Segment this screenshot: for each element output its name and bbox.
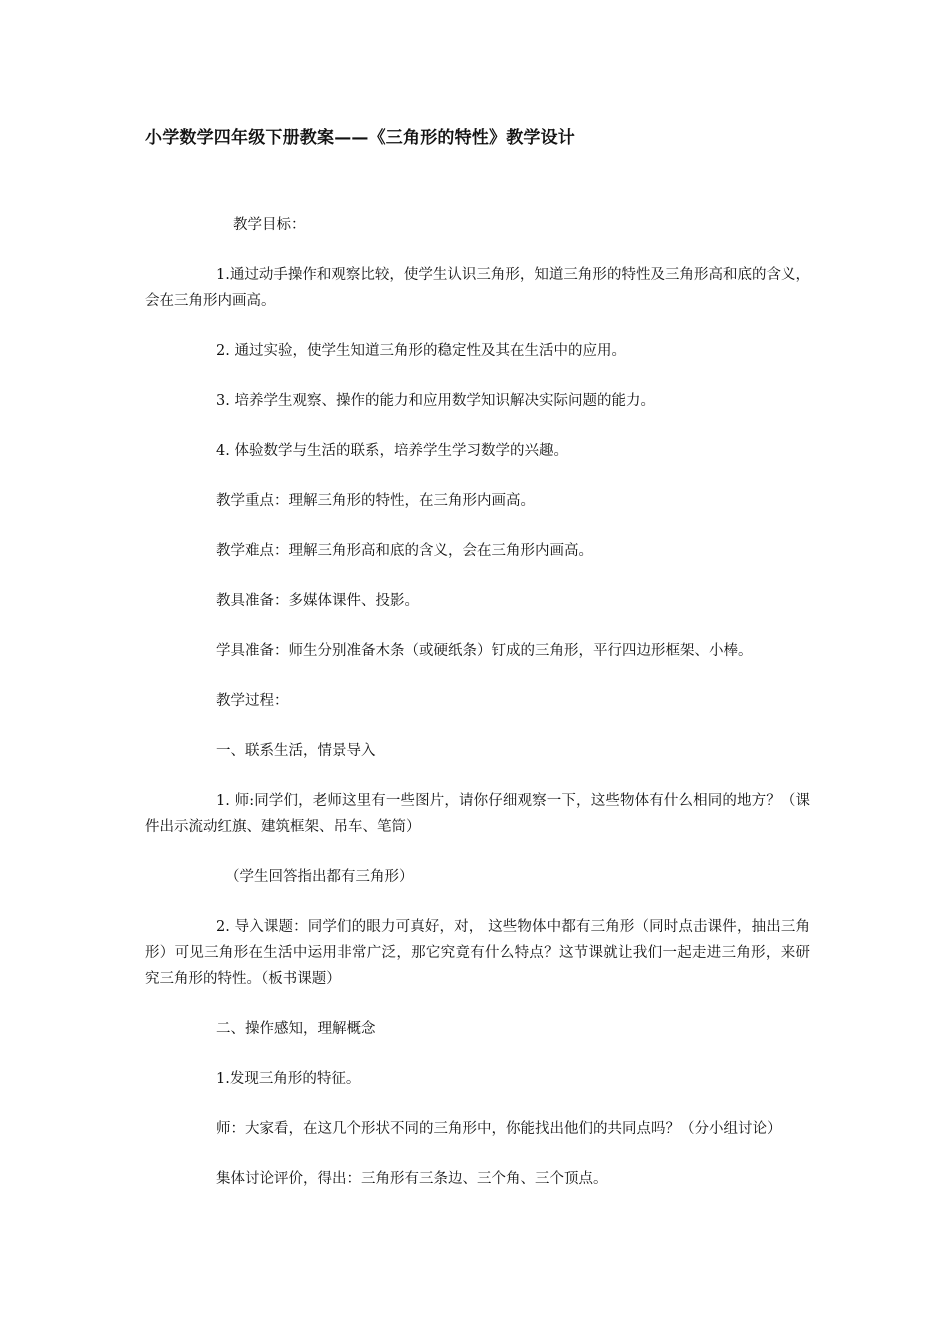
paragraph-discover-features: 1.发现三角形的特征。 <box>216 1071 361 1087</box>
paragraph-step-1: 1. 师:同学们，老师这里有一些图片，请你仔细观察一下，这些物体有什么相同的地方？（课件出示流动红旗、建筑框架、吊车、笔筒） <box>145 793 810 835</box>
paragraph-group-conclusion: 集体讨论评价，得出：三角形有三条边、三个角、三个顶点。 <box>216 1171 608 1187</box>
paragraph-difficulties: 教学难点：理解三角形高和底的含义，会在三角形内画高。 <box>216 543 593 559</box>
document-title: 小学数学四年级下册教案——《三角形的特性》教学设计 <box>145 128 575 148</box>
paragraph-teaching-goals-heading: 教学目标： <box>233 217 306 233</box>
paragraph-goal-4: 4. 体验数学与生活的联系，培养学生学习数学的兴趣。 <box>216 443 568 459</box>
paragraph-step-2: 2. 导入课题：同学们的眼力可真好，对， 这些物体中都有三角形（同时点击课件，抽出三角形）可见三角形在生活中运用非常广泛，那它究竟有什么特点？这节课就让我们一起走进三角形，来研究三角形的特性。（板书课题） <box>145 919 810 987</box>
paragraph-learning-aids: 学具准备：师生分别准备木条（或硬纸条）钉成的三角形，平行四边形框架、小棒。 <box>216 643 753 659</box>
paragraph-key-points: 教学重点：理解三角形的特性，在三角形内画高。 <box>216 493 535 509</box>
paragraph-section-1-heading: 一、联系生活，情景导入 <box>216 743 376 759</box>
paragraph-student-answer: （学生回答指出都有三角形） <box>225 869 414 885</box>
paragraph-teacher-question: 师：大家看，在这几个形状不同的三角形中，你能找出他们的共同点吗？（分小组讨论） <box>216 1121 782 1137</box>
paragraph-goal-2: 2. 通过实验，使学生知道三角形的稳定性及其在生活中的应用。 <box>216 343 626 359</box>
paragraph-section-2-heading: 二、操作感知，理解概念 <box>216 1021 376 1037</box>
paragraph-goal-1: 1.通过动手操作和观察比较，使学生认识三角形，知道三角形的特性及三角形高和底的含义，会在三角形内画高。 <box>145 267 810 309</box>
document-body <box>145 212 810 1216</box>
paragraph-process-heading: 教学过程： <box>216 693 289 709</box>
paragraph-goal-3: 3. 培养学生观察、操作的能力和应用数学知识解决实际问题的能力。 <box>216 393 655 409</box>
paragraph-teaching-aids: 教具准备：多媒体课件、投影。 <box>216 593 419 609</box>
